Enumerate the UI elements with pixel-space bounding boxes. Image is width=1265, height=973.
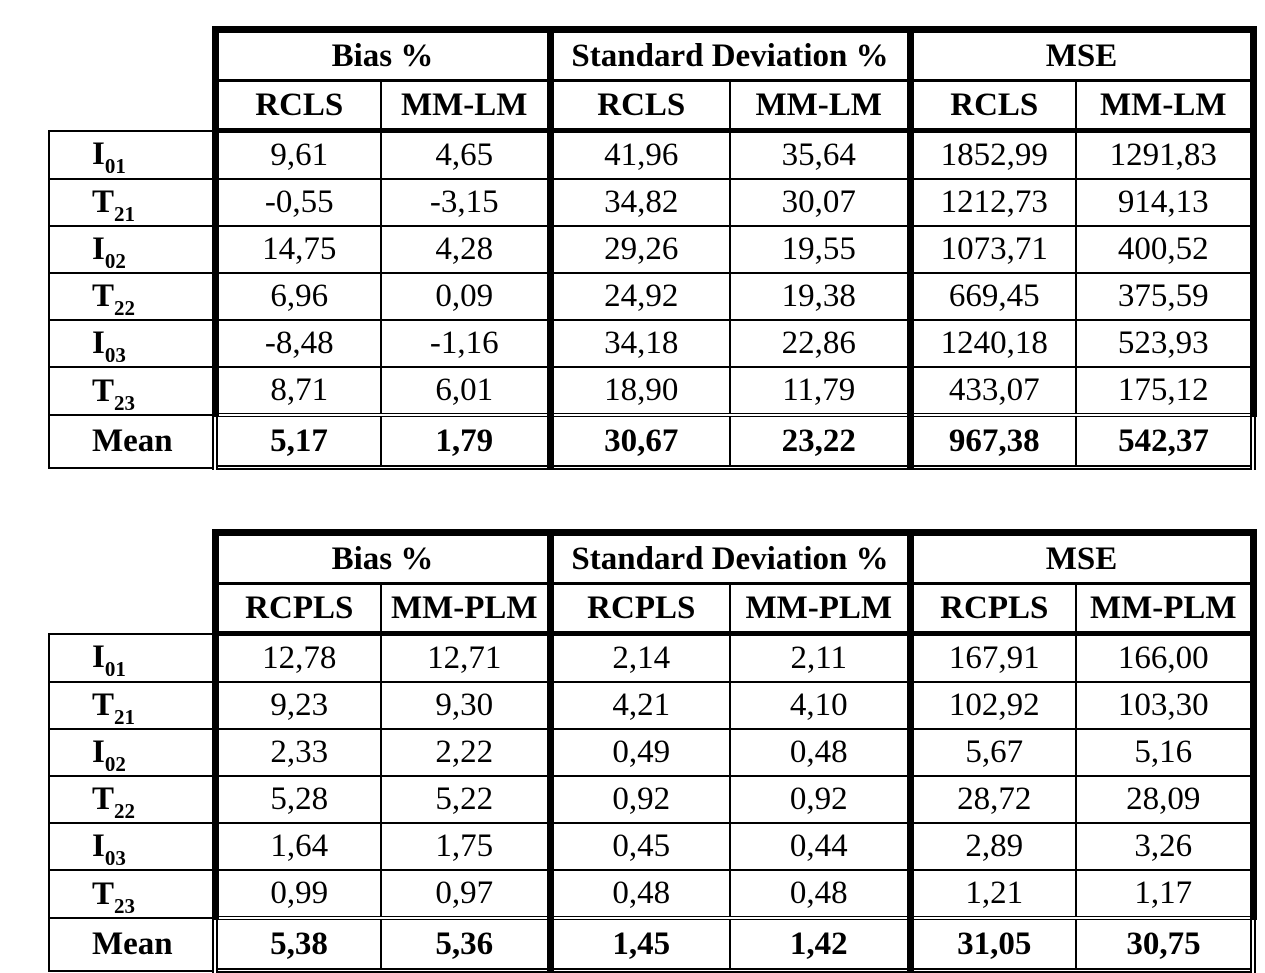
table-row <box>49 634 1253 683</box>
table-row <box>49 226 1253 273</box>
column-header: MM-LM <box>1076 81 1253 131</box>
table-cell: 2,33 <box>215 729 381 776</box>
table-cell: 1,21 <box>910 870 1076 918</box>
table-cell: 6,96 <box>215 273 381 320</box>
table-row <box>49 367 1253 415</box>
table-cell: 28,09 <box>1076 776 1253 823</box>
row-label-subscript: 21 <box>114 202 136 226</box>
table-cell: 375,59 <box>1076 273 1253 320</box>
table-cell: 9,61 <box>215 131 381 180</box>
row-label-subscript: 23 <box>114 893 136 918</box>
table-cell: 12,78 <box>215 634 381 683</box>
column-header: RCPLS <box>215 584 381 634</box>
table-cell: 6,01 <box>381 367 550 415</box>
mean-cell: 30,75 <box>1076 918 1253 971</box>
row-label-base: I <box>92 136 105 173</box>
mean-row <box>49 918 1253 971</box>
table-cell: 22,86 <box>730 320 910 367</box>
table-cell: 2,89 <box>910 823 1076 870</box>
table-cell: 669,45 <box>910 273 1076 320</box>
group-header: Bias % <box>215 30 550 81</box>
table-cell: -3,15 <box>381 179 550 226</box>
table-cell: 19,55 <box>730 226 910 273</box>
table-cell: 18,90 <box>550 367 730 415</box>
table-row <box>49 870 1253 918</box>
mean-cell: 5,17 <box>215 415 381 468</box>
column-header: RCLS <box>215 81 381 131</box>
row-label <box>49 367 215 415</box>
table-cell: 1240,18 <box>910 320 1076 367</box>
table-cell: 2,22 <box>381 729 550 776</box>
table-cell: 2,11 <box>730 634 910 683</box>
row-label-subscript: 21 <box>114 705 136 729</box>
group-header: Standard Deviation % <box>550 533 910 584</box>
table-cell: 34,18 <box>550 320 730 367</box>
mean-cell: 31,05 <box>910 918 1076 971</box>
mean-label: Mean <box>49 918 215 971</box>
table-row <box>49 273 1253 320</box>
table-cell: 5,22 <box>381 776 550 823</box>
table-cell: 11,79 <box>730 367 910 415</box>
row-label-subscript: 23 <box>114 390 136 415</box>
group-header: MSE <box>910 533 1253 584</box>
row-label-base: I <box>92 231 105 267</box>
table-cell: 4,10 <box>730 682 910 729</box>
row-label <box>49 226 215 273</box>
table-cell: 0,48 <box>730 870 910 918</box>
table-cell: -1,16 <box>381 320 550 367</box>
table-cell: 103,30 <box>1076 682 1253 729</box>
mean-cell: 23,22 <box>730 415 910 468</box>
table-cell: 167,91 <box>910 634 1076 683</box>
table-cell: 28,72 <box>910 776 1076 823</box>
row-label <box>49 320 215 367</box>
row-label-subscript: 22 <box>114 296 136 320</box>
row-label-subscript: 02 <box>104 752 126 776</box>
table-cell: 914,13 <box>1076 179 1253 226</box>
table-cell: 0,48 <box>730 729 910 776</box>
table-cell: 2,14 <box>550 634 730 683</box>
table-cell: 5,16 <box>1076 729 1253 776</box>
column-header: MM-PLM <box>730 584 910 634</box>
table-row <box>49 729 1253 776</box>
row-label-base: I <box>92 325 105 361</box>
results-table-least-squares <box>48 26 1252 470</box>
row-label-subscript: 01 <box>104 154 126 179</box>
table-cell: 1073,71 <box>910 226 1076 273</box>
table-cell: 1,75 <box>381 823 550 870</box>
row-label <box>49 823 215 870</box>
row-label-base: T <box>92 687 115 723</box>
table-cell: 4,28 <box>381 226 550 273</box>
table-cell: 0,92 <box>730 776 910 823</box>
table-cell: 1,17 <box>1076 870 1253 918</box>
column-header: MM-PLM <box>1076 584 1253 634</box>
table-cell: -0,55 <box>215 179 381 226</box>
row-label-base: T <box>92 875 115 912</box>
table-cell: 35,64 <box>730 131 910 180</box>
table-row <box>49 682 1253 729</box>
corner-blank <box>49 584 215 634</box>
mean-cell: 5,38 <box>215 918 381 971</box>
table-cell: 12,71 <box>381 634 550 683</box>
table-cell: 1852,99 <box>910 131 1076 180</box>
row-label <box>49 870 215 918</box>
row-label-subscript: 22 <box>114 799 136 823</box>
table-cell: 400,52 <box>1076 226 1253 273</box>
table-row <box>49 776 1253 823</box>
table-cell: 5,28 <box>215 776 381 823</box>
row-label-base: I <box>92 828 105 864</box>
table-cell: 175,12 <box>1076 367 1253 415</box>
table-cell: 0,92 <box>550 776 730 823</box>
table-row <box>49 131 1253 180</box>
table-cell: 5,67 <box>910 729 1076 776</box>
row-label <box>49 179 215 226</box>
row-label <box>49 776 215 823</box>
row-label <box>49 131 215 180</box>
column-header: MM-LM <box>730 81 910 131</box>
table-cell: 433,07 <box>910 367 1076 415</box>
mean-cell: 967,38 <box>910 415 1076 468</box>
table-cell: 0,49 <box>550 729 730 776</box>
mean-cell: 5,36 <box>381 918 550 971</box>
table-cell: -8,48 <box>215 320 381 367</box>
group-header: Bias % <box>215 533 550 584</box>
row-label <box>49 682 215 729</box>
corner-blank <box>49 533 215 584</box>
table-cell: 1,64 <box>215 823 381 870</box>
table-cell: 3,26 <box>1076 823 1253 870</box>
row-label-subscript: 01 <box>104 657 126 682</box>
table-cell: 0,97 <box>381 870 550 918</box>
table-cell: 30,07 <box>730 179 910 226</box>
table-cell: 4,21 <box>550 682 730 729</box>
row-label-subscript: 02 <box>104 249 126 273</box>
table-cell: 29,26 <box>550 226 730 273</box>
mean-cell: 542,37 <box>1076 415 1253 468</box>
row-label <box>49 273 215 320</box>
corner-blank <box>49 30 215 81</box>
table-cell: 41,96 <box>550 131 730 180</box>
table-cell: 166,00 <box>1076 634 1253 683</box>
table-cell: 24,92 <box>550 273 730 320</box>
column-header: RCPLS <box>550 584 730 634</box>
row-label <box>49 729 215 776</box>
table-cell: 102,92 <box>910 682 1076 729</box>
column-header: MM-PLM <box>381 584 550 634</box>
table-cell: 523,93 <box>1076 320 1253 367</box>
row-label-subscript: 03 <box>104 846 126 870</box>
row-label-base: I <box>92 734 105 770</box>
table-cell: 0,44 <box>730 823 910 870</box>
table-cell: 1291,83 <box>1076 131 1253 180</box>
mean-cell: 1,45 <box>550 918 730 971</box>
mean-label: Mean <box>49 415 215 468</box>
table-cell: 0,45 <box>550 823 730 870</box>
table-row <box>49 179 1253 226</box>
group-header: Standard Deviation % <box>550 30 910 81</box>
column-header: RCPLS <box>910 584 1076 634</box>
row-label-base: T <box>92 184 115 220</box>
row-label-subscript: 03 <box>104 343 126 367</box>
column-header: RCLS <box>910 81 1076 131</box>
table-cell: 9,30 <box>381 682 550 729</box>
table-cell: 4,65 <box>381 131 550 180</box>
table-cell: 0,09 <box>381 273 550 320</box>
row-label-base: T <box>92 278 115 314</box>
mean-cell: 1,79 <box>381 415 550 468</box>
table-cell: 8,71 <box>215 367 381 415</box>
mean-row <box>49 415 1253 468</box>
corner-blank <box>49 81 215 131</box>
mean-cell: 30,67 <box>550 415 730 468</box>
table-cell: 0,99 <box>215 870 381 918</box>
group-header: MSE <box>910 30 1253 81</box>
row-label-base: I <box>92 639 105 676</box>
table-cell: 1212,73 <box>910 179 1076 226</box>
table-cell: 0,48 <box>550 870 730 918</box>
row-label-base: T <box>92 372 115 409</box>
results-table-partial-least-squares <box>48 529 1252 973</box>
table-row <box>49 320 1253 367</box>
table-cell: 34,82 <box>550 179 730 226</box>
row-label <box>49 634 215 683</box>
column-header: RCLS <box>550 81 730 131</box>
table-cell: 9,23 <box>215 682 381 729</box>
table-row <box>49 823 1253 870</box>
row-label-base: T <box>92 781 115 817</box>
table-cell: 14,75 <box>215 226 381 273</box>
table-cell: 19,38 <box>730 273 910 320</box>
mean-cell: 1,42 <box>730 918 910 971</box>
column-header: MM-LM <box>381 81 550 131</box>
